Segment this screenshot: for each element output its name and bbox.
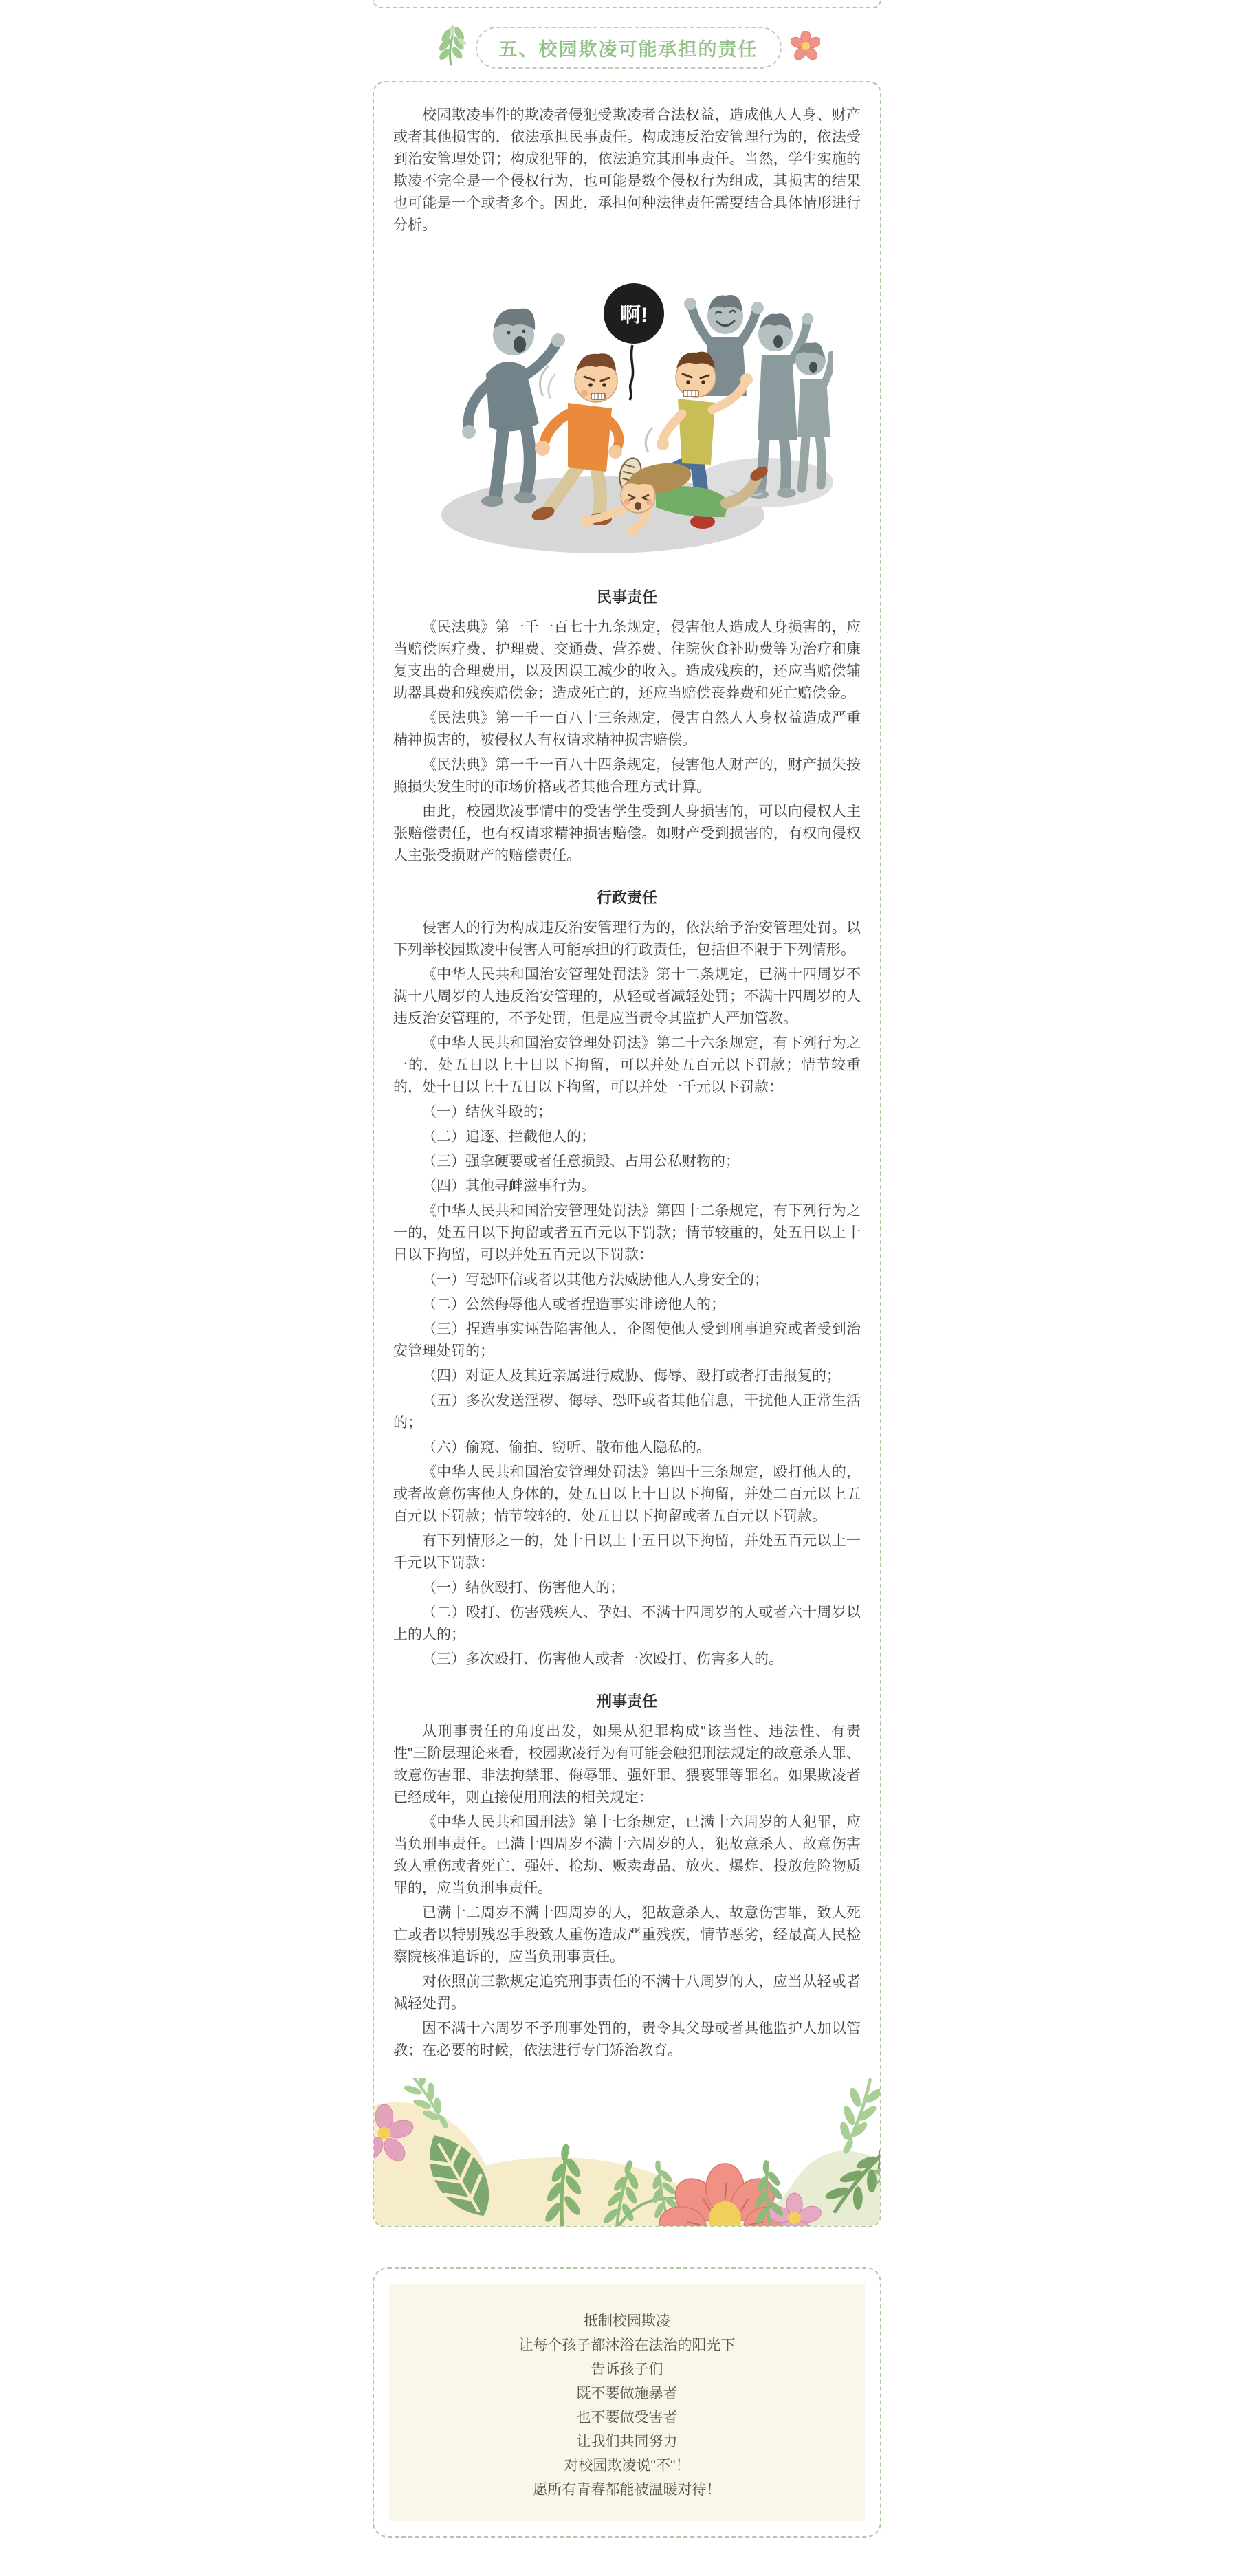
paragraph: 因不满十六周岁不予刑事处罚的，责令其父母或者其他监护人加以管教；在必要的时候，依法进行专门矫治教育。 [393, 2021, 861, 2058]
section-0 [393, 586, 861, 867]
paragraph: 从刑事责任的角度出发，如果从犯罪构成"该当性、违法性、有责性"三阶层理论来看，校园欺凌行为有可能会触犯刑法规定的故意杀人罪、故意伤害罪、非法拘禁罪、侮辱罪、强奸罪、猥亵罪等罪名。如果欺凌者已经成年，则直接使用刑法的相关规定： [393, 1724, 861, 1805]
speech-bubble-text: 啊! [620, 304, 648, 327]
section-heading: 民事责任 [596, 588, 657, 606]
floral-footer-decoration [374, 2078, 880, 2226]
paragraph: 《民法典》第一千一百八十四条规定，侵害他人财产的，财产损失按照损失发生时的市场价格或者其他合理方式计算。 [393, 757, 861, 795]
section-title-banner [373, 23, 881, 71]
paragraph: （三）捏造事实诬告陷害他人，企图使他人受到刑事追究或者受到治安管理处罚的； [393, 1321, 861, 1359]
paragraph: 《民法典》第一千一百七十九条规定，侵害他人造成人身损害的，应当赔偿医疗费、护理费、交通费、营养费、住院伙食补助费等为治疗和康复支出的合理费用，以及因误工减少的收入。造成残疾的，还应当赔偿辅助器具费和残疾赔偿金；造成死亡的，还应当赔偿丧葬费和死亡赔偿金。 [393, 619, 861, 701]
poem-line: 让每个孩子都沐浴在法治的阳光下 [518, 2337, 736, 2353]
article-sections [393, 586, 861, 2062]
intro-paragraph: 校园欺凌事件的欺凌者侵犯受欺凌者合法权益，造成他人人身、财产或者其他损害的，依法承担民事责任。构成违反治安管理行为的，依法受到治安管理处罚；构成犯罪的，依法追究其刑事责任。当然，学生实施的欺凌不完全是一个侵权行为，也可能是数个侵权行为组成，其损害的结果也可能是一个或者多个。因此，承担何种法律责任需要结合具体情形进行分析。 [393, 107, 861, 233]
poem-line: 愿所有青春都能被温暖对待！ [533, 2482, 721, 2498]
paragraph: 由此，校园欺凌事情中的受害学生受到人身损害的，可以向侵权人主张赔偿责任，也有权请求精神损害赔偿。如财产受到损害的，有权向侵权人主张受损财产的赔偿责任。 [393, 804, 861, 863]
paragraph: （一）写恐吓信或者以其他方法威胁他人人身安全的； [422, 1272, 769, 1288]
leaf-icon [434, 25, 466, 70]
content-card [373, 81, 881, 2227]
paragraph: （四）对证人及其近亲属进行威胁、侮辱、殴打或者打击报复的； [422, 1368, 841, 1384]
paragraph: （二）追逐、拦截他人的； [422, 1129, 595, 1145]
paragraph: 对依照前三款规定追究刑事责任的不满十八周岁的人，应当从轻或者减轻处罚。 [393, 1974, 861, 2012]
section-2 [393, 1690, 861, 2062]
paragraph: （三）强拿硬要或者任意损毁、占用公私财物的； [422, 1154, 740, 1169]
poem-line: 对校园欺凌说"不"！ [564, 2458, 690, 2474]
paragraph: （二）殴打、伤害残疾人、孕妇、不满十四周岁的人或者六十周岁以上的人的； [393, 1605, 861, 1642]
closing-card [373, 2267, 881, 2538]
paragraph: （一）结伙殴打、伤害他人的； [422, 1580, 624, 1596]
poem-line: 抵制校园欺凌 [584, 2313, 670, 2329]
paragraph: （五）多次发送淫秽、侮辱、恐吓或者其他信息，干扰他人正常生活的； [393, 1393, 861, 1431]
previous-card-bottom-edge [373, 0, 881, 8]
paragraph: （二）公然侮辱他人或者捏造事实诽谤他人的； [422, 1297, 725, 1312]
paragraph: 《中华人民共和国治安管理处罚法》第四十二条规定，有下列行为之一的，处五日以下拘留或者五百元以下罚款；情节较重的，处五日以上十日以下拘留，可以并处五百元以下罚款： [393, 1203, 861, 1263]
paragraph: 有下列情形之一的，处十日以上十五日以下拘留，并处五百元以上一千元以下罚款： [393, 1533, 861, 1571]
paragraph: 《中华人民共和国治安管理处罚法》第四十三条规定，殴打他人的，或者故意伤害他人身体的，处五日以上十日以下拘留，并处二百元以上五百元以下罚款；情节较轻的，处五日以下拘留或者五百元以下罚款。 [393, 1464, 861, 1524]
section-1 [393, 886, 861, 1671]
section-heading: 行政责任 [596, 889, 657, 906]
section-heading: 刑事责任 [596, 1693, 657, 1710]
bottom-spacer [373, 2538, 881, 2576]
bullying-cartoon-image [421, 264, 833, 566]
paragraph: （四）其他寻衅滋事行为。 [422, 1178, 595, 1194]
poem-line: 也不要做受害者 [576, 2410, 678, 2425]
paragraph: 已满十二周岁不满十四周岁的人，犯故意杀人、故意伤害罪，致人死亡或者以特别残忍手段致人重伤造成严重残疾，情节恶劣，经最高人民检察院核准追诉的，应当负刑事责任。 [393, 1905, 861, 1965]
paragraph: （六）偷窥、偷拍、窃听、散布他人隐私的。 [422, 1440, 711, 1455]
article-column [373, 0, 881, 2576]
paragraph: 《中华人民共和国治安管理处罚法》第十二条规定，已满十四周岁不满十八周岁的人违反治安管理的，从轻或者减轻处罚；不满十四周岁的人违反治安管理的，不予处罚，但是应当责令其监护人严加管教。 [393, 967, 861, 1026]
poem-line: 告诉孩子们 [591, 2362, 663, 2377]
paragraph: （三）多次殴打、伤害他人或者一次殴打、伤害多人的。 [422, 1651, 783, 1667]
paragraph: 《民法典》第一千一百八十三条规定，侵害自然人人身权益造成严重精神损害的，被侵权人有权请求精神损害赔偿。 [393, 710, 861, 748]
paragraph: 《中华人民共和国治安管理处罚法》第二十六条规定，有下列行为之一的，处五日以上十日以下拘留，可以并处五百元以下罚款；情节较重的，处十日以上十五日以下拘留，可以并处一千元以下罚款： [393, 1035, 861, 1095]
paragraph: 侵害人的行为构成违反治安管理行为的，依法给予治安管理处罚。以下列举校园欺凌中侵害人可能承担的行政责任，包括但不限于下列情形。 [393, 920, 861, 958]
flower-icon [791, 31, 820, 65]
bystander-figure [462, 309, 565, 507]
section-title: 五、校园欺凌可能承担的责任 [476, 27, 782, 69]
poem-lines [389, 2284, 865, 2521]
paragraph: （一）结伙斗殴的； [422, 1104, 552, 1120]
paragraph: 《中华人民共和国刑法》第十七条规定，已满十六周岁的人犯罪，应当负刑事责任。已满十四周岁不满十六周岁的人，犯故意杀人、故意伤害致人重伤或者死亡、强奸、抢劫、贩卖毒品、放火、爆炸、投放危险物质罪的，应当负刑事责任。 [393, 1814, 861, 1896]
poem-line: 既不要做施暴者 [576, 2386, 678, 2401]
poem-line: 让我们共同努力 [576, 2434, 678, 2450]
